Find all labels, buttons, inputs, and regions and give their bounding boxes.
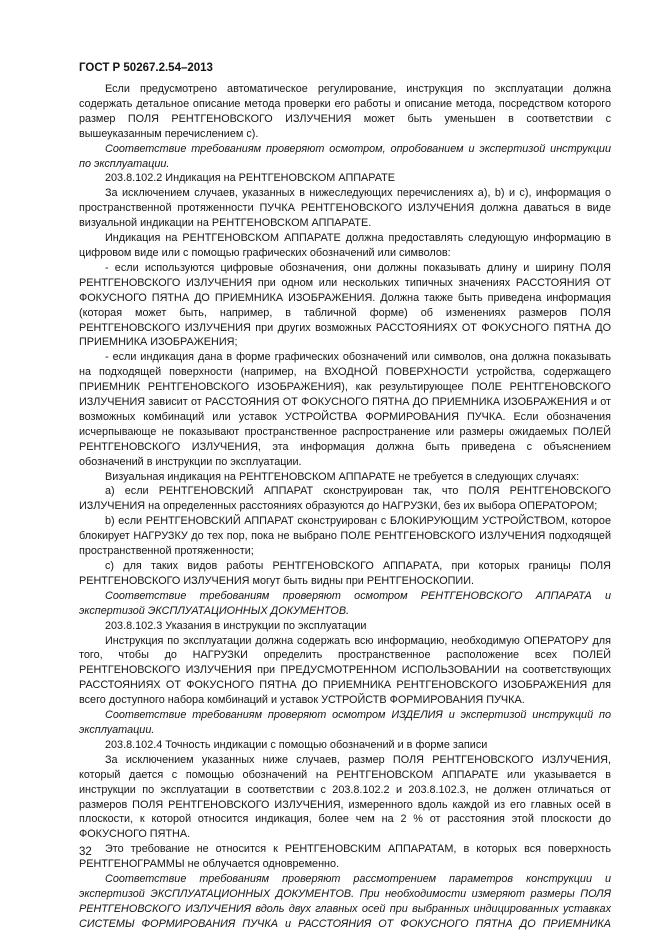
page-number: 32 (79, 846, 92, 858)
document-body (79, 82, 611, 932)
list-item: - если индикация дана в форме графических обозначений или символов, она должна показывать на подходящей поверхности (например, на ВХОДНОЙ ПОВЕРХНОСТИ устройства, содержащего ПРИЕМНИК РЕНТГЕНОВСКОГО ИЗОБРАЖЕНИЯ), как результирующее ПОЛЕ РЕНТГЕНОВСКОГО ИЗЛУЧЕНИЯ зависит от РАССТОЯНИЯ ОТ ФОКУСНОГО ПЯТНА ДО ПРИЕМНИКА ИЗОБРАЖЕНИЯ и от возможных комбинаций или уставок УСТРОЙСТВА ФОРМИРОВАНИЯ ПУЧКА. Если обозначения исчерпывающе не показывают пространственное распространение или размеры ожидаемых ПОЛЕЙ РЕНТГЕНОВСКОГО ИЗЛУЧЕНИЯ, эта информация должна быть приведена с объяснением обозначений в инструкции по эксплуатации. (79, 351, 611, 468)
paragraph: Это требование не относится к РЕНТГЕНОВСКИМ АППАРАТАМ, в которых вся поверхность РЕНТГЕНОГРАММЫ не облучается одновременно. (79, 843, 611, 871)
clause-heading: 203.8.102.4 Точность индикации с помощью обозначений и в форме записи (105, 738, 488, 751)
paragraph-auto-regulation: Если предусмотрено автоматическое регулирование, инструкция по эксплуатации должна содержать детальное описание метода проверки его работы и описание метода, посредством которого размер ПОЛЯ РЕНТГЕНОВСКОГО ИЗЛУЧЕНИЯ может быть уменьшен в соответствии с вышеуказанным перечислением с). (79, 83, 611, 140)
compliance-note: Соответствие требованиям проверяют рассмотрением параметров конструкции и экспертизой ЭКСПЛУАТАЦИОННЫХ ДОКУМЕНТОВ. При необходимости измеряют размеры ПОЛЯ РЕНТГЕНОВСКОГО ИЗЛУЧЕНИЯ вдоль двух главных осей при выбранных индицированных уставках СИСТЕМЫ ФОРМИРОВАНИЯ ПУЧКА и РАССТОЯНИЯ ОТ ФОКУСНОГО ПЯТНА ДО ПРИЕМНИКА (79, 873, 611, 930)
paragraph: За исключением указанных ниже случаев, размер ПОЛЯ РЕНТГЕНОВСКОГО ИЗЛУЧЕНИЯ, который дается с помощью обозначений на РЕНТГЕНОВСКОМ АППАРАТЕ или указывается в инструкции по эксплуатации в соответствии с 203.8.102.2 и 203.8.102.3, не должен отличаться от размеров ПОЛЯ РЕНТГЕНОВСКОГО ИЗЛУЧЕНИЯ, измеренного вдоль каждой из его главных осей в плоскости, к которой относится индикация, более чем на 2 % от расстояния этой плоскости до ФОКУСНОГО ПЯТНА. (79, 753, 611, 841)
list-item: а) если РЕНТГЕНОВСКИЙ АППАРАТ сконструирован так, что ПОЛЯ РЕНТГЕНОВСКОГО ИЗЛУЧЕНИЯ на определенных расстояниях образуются до НАГРУЗКИ, без их выбора ОПЕРАТОРОМ; (79, 485, 611, 513)
list-item: с) для таких видов работы РЕНТГЕНОВСКОГО АППАРАТА, при которых границы ПОЛЯ РЕНТГЕНОВСКОГО ИЗЛУЧЕНИЯ могут быть видны при РЕНТГЕНОСКОПИИ. (79, 560, 611, 587)
paragraph: Индикация на РЕНТГЕНОВСКОМ АППАРАТЕ должна предоставлять следующую информацию в цифровом виде или с помощью графических обозначений или символов: (79, 232, 611, 259)
clause-heading: 203.8.102.3 Указания в инструкции по эксплуатации (105, 619, 367, 632)
paragraph: За исключением случаев, указанных в нижеследующих перечислениях а), b) и с), информация о пространственной протяженности ПУЧКА РЕНТГЕНОВСКОГО ИЗЛУЧЕНИЯ должна даваться в виде визуальной индикации на РЕНТГЕНОВСКОМ АППАРАТЕ. (79, 187, 611, 230)
list-item: - если используются цифровые обозначения, они должны показывать длину и ширину ПОЛЯ РЕНТГЕНОВСКОГО ИЗЛУЧЕНИЯ при одном или нескольких типичных значениях РАССТОЯНИЯ ОТ ФОКУСНОГО ПЯТНА ДО ПРИЕМНИКА ИЗОБРАЖЕНИЯ. Должна также быть приведена информация (которая может быть, например, в табличной форме) об изменениях размеров ПОЛЯ РЕНТГЕНОВСКОГО ИЗЛУЧЕНИЯ при других возможных РАССТОЯНИЯХ ОТ ФОКУСНОГО ПЯТНА ДО ПРИЕМНИКА ИЗОБРАЖЕНИЯ; (79, 261, 611, 349)
compliance-note: Соответствие требованиям проверяют осмотром РЕНТГЕНОВСКОГО АППАРАТА и экспертизой ЭКСПЛУАТАЦИОННЫХ ДОКУМЕНТОВ. (79, 589, 611, 617)
paragraph: Визуальная индикация на РЕНТГЕНОВСКОМ АППАРАТЕ не требуется в следующих случаях: (105, 470, 580, 483)
clause-heading: 203.8.102.2 Индикация на РЕНТГЕНОВСКОМ АППАРАТЕ (105, 172, 396, 185)
document-header: ГОСТ Р 50267.2.54–2013 (79, 62, 213, 74)
compliance-note: Соответствие требованиям проверяют осмотром, опробованием и экспертизой инструкции по эксплуатации. (79, 142, 611, 170)
paragraph: Инструкция по эксплуатации должна содержать всю информацию, необходимую ОПЕРАТОРУ для того, чтобы до НАГРУЗКИ определить пространственное расположение всех ПОЛЕЙ РЕНТГЕНОВСКОГО ИЗЛУЧЕНИЯ при ПРЕДУСМОТРЕННОМ ИСПОЛЬЗОВАНИИ на соответствующих РАССТОЯНИЯХ ОТ ФОКУСНОГО ПЯТНА ДО ПРИЕМНИКА РЕНТГЕНОВСКОГО ИЗОБРАЖЕНИЯ для всего доступного набора комбинаций и уставок УСТРОЙСТВ ФОРМИРОВАНИЯ ПУЧКА. (79, 634, 611, 707)
list-item: b) если РЕНТГЕНОВСКИЙ АППАРАТ сконструирован с БЛОКИРУЮЩИМ УСТРОЙСТВОМ, которое блокирует НАГРУЗКУ до тех пор, пока не выбрано ПОЛЕ РЕНТГЕНОВСКОГО ИЗЛУЧЕНИЯ подходящей пространственной протяженности; (79, 515, 611, 558)
compliance-note: Соответствие требованиям проверяют осмотром ИЗДЕЛИЯ и экспертизой инструкций по эксплуатации. (79, 709, 611, 736)
